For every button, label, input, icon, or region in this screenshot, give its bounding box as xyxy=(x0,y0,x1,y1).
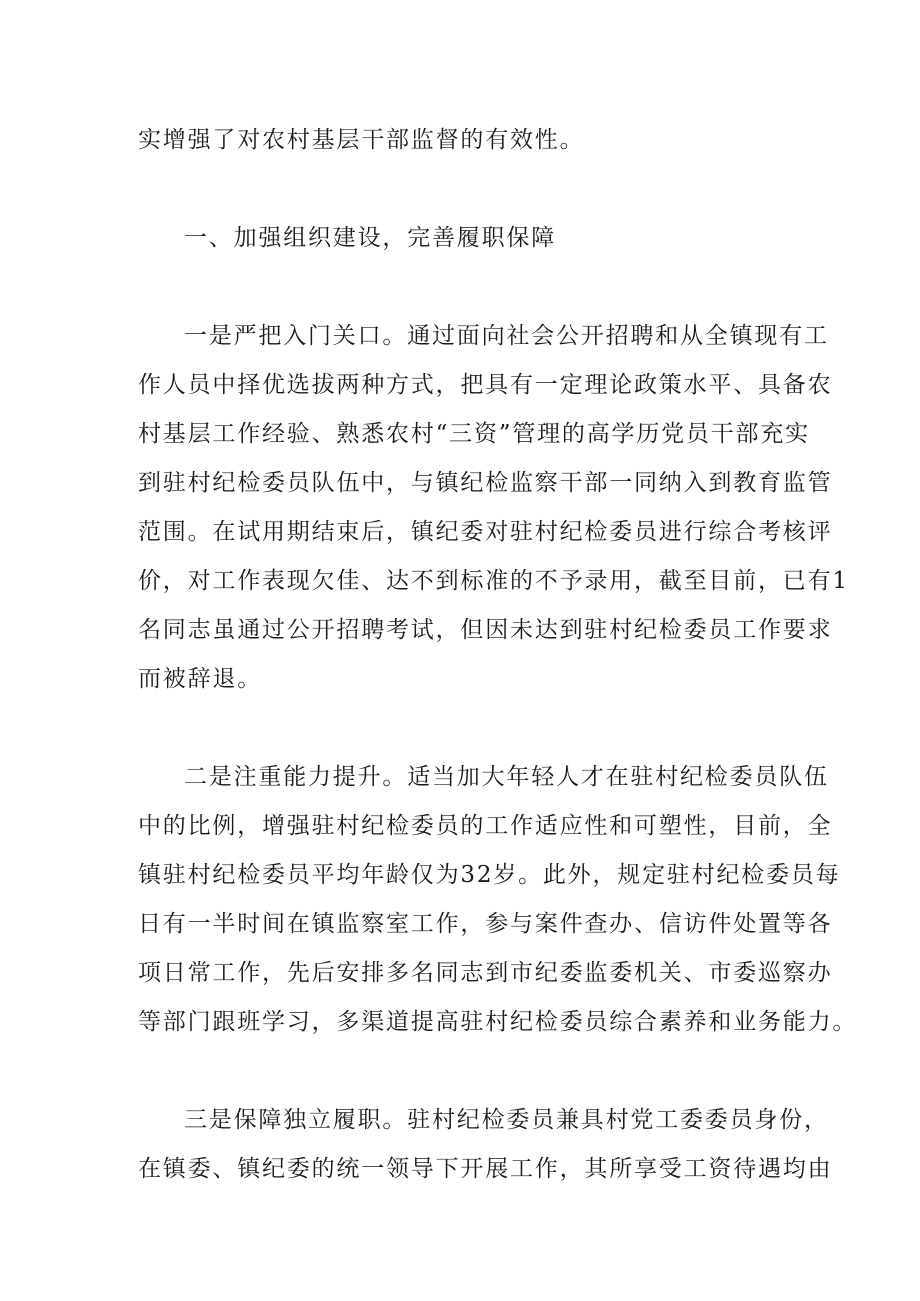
paragraph-line: 范围。在试用期结束后，镇纪委对驻村纪检委员进行综合考核评 xyxy=(138,519,833,545)
paragraph-line: 价，对工作表现欠佳、达不到标准的不予录用，截至目前，已有1 xyxy=(138,568,849,594)
paragraph-line: 一是严把入门关口。通过面向社会公开招聘和从全镇现有工 xyxy=(184,323,829,349)
paragraph-line: 作人员中择优选拔两种方式，把具有一定理论政策水平、具备农 xyxy=(138,372,833,398)
paragraph-line: 到驻村纪检委员队伍中，与镇纪检监察干部一同纳入到教育监管 xyxy=(138,470,833,496)
paragraph-line: 项日常工作，先后安排多名同志到市纪委监委机关、市委巡察办 xyxy=(138,960,833,986)
paragraph-line: 村基层工作经验、熟悉农村“三资”管理的高学历党员干部充实 xyxy=(138,421,810,447)
paragraph-line: 镇驻村纪检委员平均年龄仅为32岁。此外，规定驻村纪检委员每 xyxy=(138,862,841,888)
paragraph-line: 名同志虽通过公开招聘考试，但因未达到驻村纪检委员工作要求 xyxy=(138,617,833,643)
paragraph-line: 等部门跟班学习，多渠道提高驻村纪检委员综合素养和业务能力。 xyxy=(138,1009,858,1035)
paragraph-line: 中的比例，增强驻村纪检委员的工作适应性和可塑性，目前，全 xyxy=(138,813,833,839)
paragraph-line: 而被辞退。 xyxy=(138,666,262,692)
paragraph-line: 日有一半时间在镇监察室工作，参与案件查办、信访件处置等各 xyxy=(138,911,833,937)
paragraph-line: 三是保障独立履职。驻村纪检委员兼具村党工委委员身份， xyxy=(184,1107,829,1133)
intro-tail-line: 实增强了对农村基层干部监督的有效性。 xyxy=(138,127,585,153)
section-heading: 一、加强组织建设，完善履职保障 xyxy=(184,225,556,251)
paragraph-line: 二是注重能力提升。适当加大年轻人才在驻村纪检委员队伍 xyxy=(184,764,829,790)
paragraph-line: 在镇委、镇纪委的统一领导下开展工作，其所享受工资待遇均由 xyxy=(138,1156,833,1182)
